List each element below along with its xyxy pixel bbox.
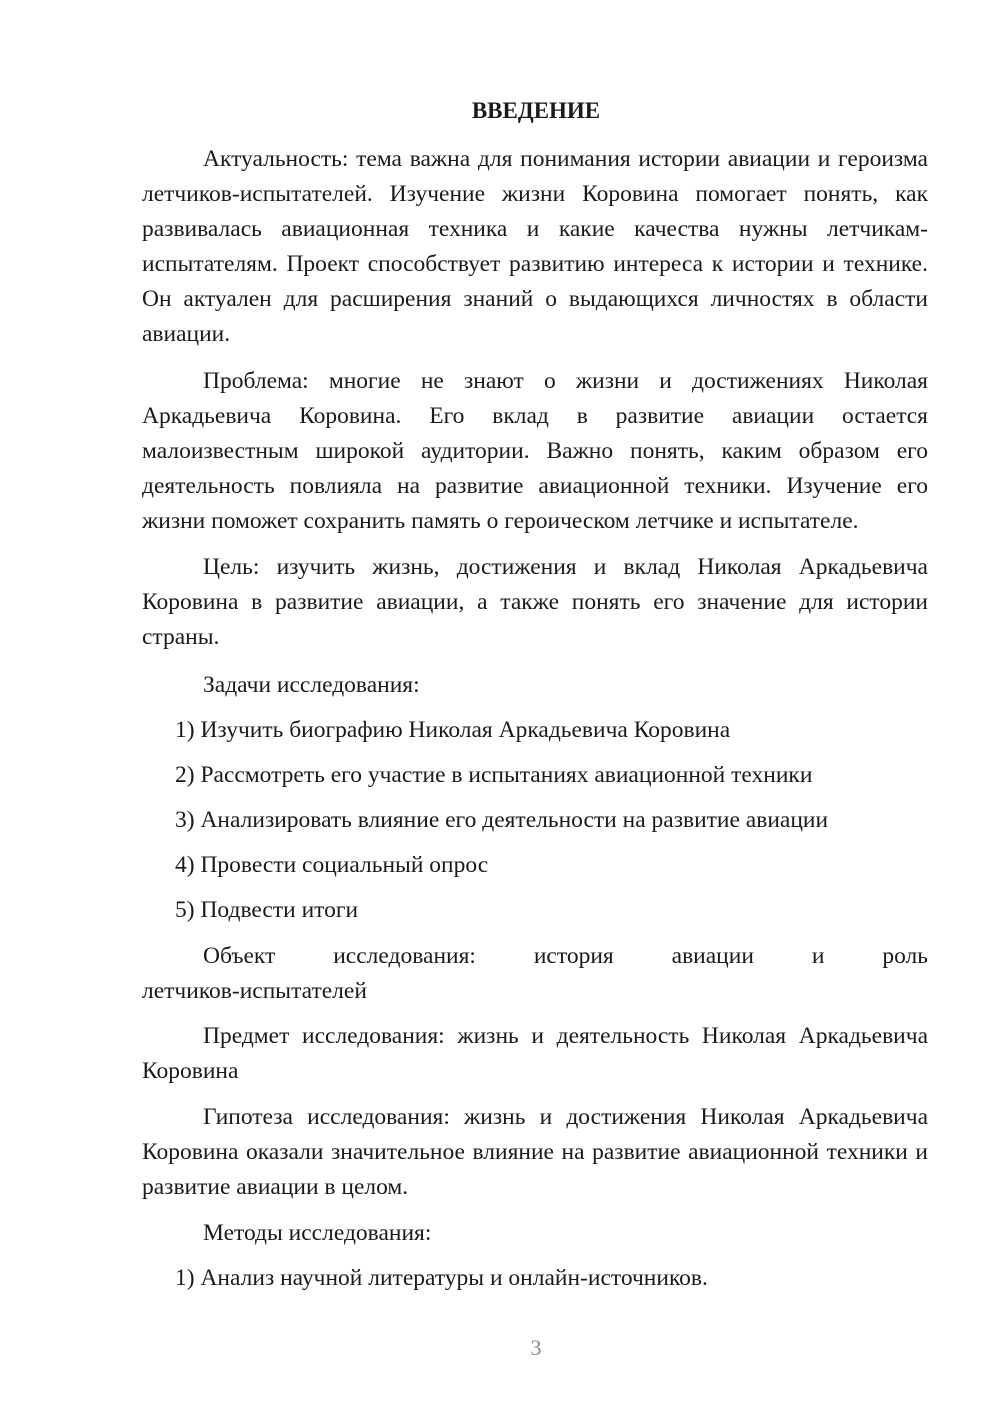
- task-item: 5) Подвести итоги: [175, 897, 359, 923]
- tasks-heading: Задачи исследования:: [203, 672, 420, 698]
- object-word: авиации: [671, 943, 754, 969]
- goal-paragraph: Цель: изучить жизнь, достижения и вклад Николая Аркадьевича Коровина в развитие авиации, а также понять его значение для истории страны.: [142, 554, 928, 650]
- object-word: история: [533, 943, 614, 969]
- object-word: Объект: [203, 943, 276, 969]
- task-item: 1) Изучить биографию Николая Аркадьевича Коровина: [175, 717, 731, 743]
- hypothesis-paragraph: Гипотеза исследования: жизнь и достижения Николая Аркадьевича Коровина оказали значительное влияние на развитие авиационной техники и развитие авиации в целом.: [142, 1104, 928, 1200]
- page-title: ВВЕДЕНИЕ: [471, 98, 601, 123]
- task-item: 2) Рассмотреть его участие в испытаниях авиационной техники: [175, 762, 813, 788]
- object-word: роль: [882, 943, 928, 969]
- task-item: 3) Анализировать влияние его деятельности на развитие авиации: [175, 807, 829, 833]
- object-paragraph-continuation: летчиков-испытателей: [142, 978, 367, 1004]
- methods-heading: Методы исследования:: [203, 1220, 432, 1246]
- object-paragraph: [203, 939, 928, 974]
- task-item: 4) Провести социальный опрос: [175, 852, 489, 878]
- page-number: 3: [530, 1335, 542, 1360]
- problem-paragraph: Проблема: многие не знают о жизни и достижениях Николая Аркадьевича Коровина. Его вклад в развитие авиации остается малоизвестным широкой аудитории. Важно понять, каким образом его деятельность повлияла на развитие авиационной техники. Изучение его жизни поможет сохранить память о героическом летчике и испытателе.: [142, 368, 928, 534]
- method-item: 1) Анализ научной литературы и онлайн-источников.: [175, 1265, 708, 1291]
- relevance-paragraph: Актуальность: тема важна для понимания истории авиации и героизма летчиков-испытателей. Изучение жизни Коровина помогает понять, как развивалась авиационная техника и какие качества нужны летчикам-испытателям. Проект способствует развитию интереса к истории и технике. Он актуален для расширения знаний о выдающихся личностях в области авиации.: [142, 146, 928, 347]
- object-word: и: [811, 943, 825, 969]
- subject-paragraph: Предмет исследования: жизнь и деятельность Николая Аркадьевича Коровина: [142, 1023, 928, 1084]
- object-word: исследования:: [333, 943, 476, 969]
